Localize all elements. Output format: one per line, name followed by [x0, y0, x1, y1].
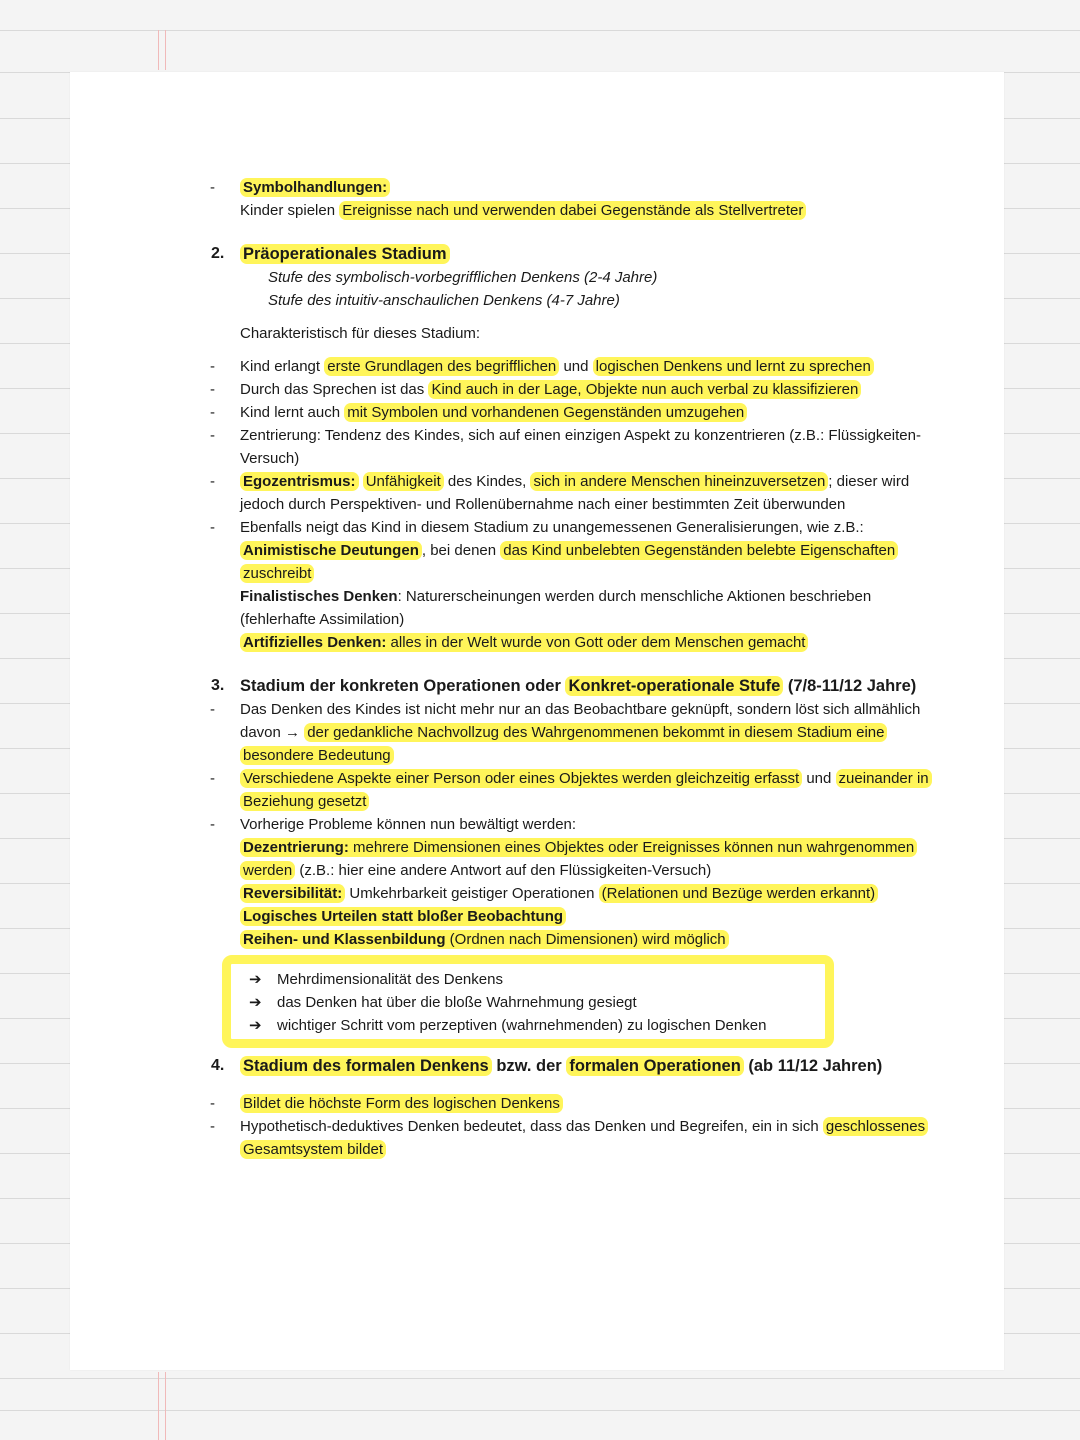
section-title-highlight: Konkret-operationale Stufe — [565, 676, 783, 696]
text: (z.B.: hier eine andere Antwort auf den Flüssigkeiten-Versuch) — [295, 862, 712, 879]
highlight: (Relationen und Bezüge werden erkannt) — [599, 884, 879, 903]
highlight: das Kind unbelebten Gegenständen belebte Eigenschaften zuschreibt — [240, 541, 898, 583]
section-title: Präoperationales Stadium — [240, 244, 450, 264]
term-artifizielles-denken: Artifizielles Denken: — [243, 634, 387, 651]
list-item — [140, 378, 940, 401]
text: Kinder spielen — [240, 202, 340, 219]
list-item — [140, 516, 940, 654]
bullet-dash: - — [210, 519, 215, 536]
list-item — [140, 355, 940, 378]
section-number: 2. — [211, 245, 225, 262]
highlight: Verschiedene Aspekte einer Person oder eines Objektes werden gleichzeitig erfasst — [240, 769, 802, 788]
summary-box — [222, 955, 834, 1048]
bullet-dash: - — [210, 179, 215, 196]
stage-line: Stufe des symbolisch-vorbegrifflichen Denkens (2-4 Jahre) — [268, 269, 658, 286]
section-title-age: (7/8-11/12 Jahre) — [783, 677, 917, 695]
bullet-dash: - — [210, 770, 215, 787]
list-item — [140, 767, 940, 813]
text: und — [802, 770, 836, 787]
text: Hypothetisch-deduktives Denken bedeutet, dass das Denken und Begreifen, ein in sich — [240, 1118, 823, 1135]
bullet-symbolhandlungen — [140, 176, 940, 222]
list-item — [140, 813, 940, 951]
highlight: logischen Denkens und lernt zu sprechen — [593, 357, 874, 376]
term-finalistisches-denken: Finalistisches Denken — [240, 588, 398, 605]
section-number: 4. — [211, 1057, 225, 1074]
highlight: alles in der Welt wurde von Gott oder dem Menschen gemacht — [386, 634, 806, 651]
highlight: zueinander in Beziehung gesetzt — [240, 769, 932, 811]
bullet-dash: - — [210, 381, 215, 398]
highlight: Bildet die höchste Form des logischen Denkens — [240, 1094, 563, 1113]
text: das Denken hat über die bloße Wahrnehmung gesiegt — [277, 994, 637, 1011]
text: , bei denen — [421, 542, 501, 559]
list-item — [140, 698, 940, 767]
text: Umkehrbarkeit geistiger Operationen — [345, 885, 599, 902]
term-dezentrierung: Dezentrierung: — [243, 839, 349, 856]
intro-text: Charakteristisch für dieses Stadium: — [240, 325, 481, 342]
text: Vorherige Probleme können nun bewältigt werden: — [240, 816, 577, 833]
bullet-dash: - — [210, 427, 215, 444]
term-animistische-deutungen: Animistische Deutungen — [240, 541, 422, 560]
arrow-right-icon: ➔ — [249, 1017, 262, 1034]
bullet-dash: - — [210, 1118, 215, 1135]
highlight: der gedankliche Nachvollzug des Wahrgenommenen bekommt in diesem Stadium eine besondere Bedeutung — [240, 723, 887, 765]
highlight: Kind auch in der Lage, Objekte nun auch verbal zu klassifizieren — [428, 380, 861, 399]
stage-line: Stufe des intuitiv-anschaulichen Denkens (4-7 Jahre) — [268, 292, 620, 309]
bullet-dash: - — [210, 816, 215, 833]
bullet-dash: - — [210, 1095, 215, 1112]
section-heading-2 — [140, 242, 940, 266]
summary-item — [239, 991, 825, 1014]
term-reversibilitaet: Reversibilität: — [240, 884, 345, 903]
list-item — [140, 424, 940, 470]
bullet-dash: - — [210, 701, 215, 718]
list-item — [140, 401, 940, 424]
text: Kind lernt auch — [240, 404, 345, 421]
bullet-dash: - — [210, 404, 215, 421]
text: und — [559, 358, 593, 375]
section-title: bzw. der — [491, 1057, 567, 1075]
text: Kind erlangt — [240, 358, 325, 375]
list-item — [140, 1115, 940, 1161]
bullet-dash: - — [210, 358, 215, 375]
bullet-dash: - — [210, 473, 215, 490]
text: Mehrdimensionalität des Denkens — [277, 971, 503, 988]
highlight: Unfähigkeit — [363, 472, 444, 491]
term-symbolhandlungen: Symbolhandlungen: — [240, 178, 390, 197]
arrow-right-icon: ➔ — [249, 971, 262, 988]
arrow-right-icon: → — [285, 724, 305, 741]
arrow-right-icon: ➔ — [249, 994, 262, 1011]
text: Durch das Sprechen ist das — [240, 381, 429, 398]
section-title: Stadium der konkreten Operationen oder — [240, 677, 566, 695]
highlight: geschlossenes Gesamtsystem bildet — [240, 1117, 928, 1159]
text: ; dieser wird jedoch durch Perspektiven- und Rollenübernahme nach einer bestimmten Zeit überwunden — [240, 473, 910, 513]
section-number: 3. — [211, 677, 225, 694]
term-logisches-urteilen: Logisches Urteilen statt bloßer Beobachtung — [240, 907, 566, 926]
section-heading-3 — [140, 674, 940, 698]
term-reihen-klassenbildung: Reihen- und Klassenbildung — [243, 931, 446, 948]
summary-item — [239, 1014, 825, 1037]
highlight: mit Symbolen und vorhandenen Gegenständen umzugehen — [344, 403, 747, 422]
text: Das Denken des Kindes ist nicht mehr nur an das Beobachtbare geknüpft, sondern löst sich allmählich davon — [240, 701, 921, 741]
highlight: erste Grundlagen des begrifflichen — [324, 357, 559, 376]
text: Ebenfalls neigt das Kind in diesem Stadium zu unangemessenen Generalisierungen, wie z.B.: — [240, 519, 864, 536]
highlight: Ereignisse nach und verwenden dabei Gegenstände als Stellvertreter — [339, 201, 806, 220]
text: : Naturerscheinungen werden durch menschliche Aktionen beschrieben (fehlerhafte Assimilation) — [240, 588, 872, 628]
document-content — [140, 176, 940, 1161]
term-egozentrismus: Egozentrismus: — [240, 472, 359, 491]
section-title-highlight: Stadium des formalen Denkens — [240, 1056, 492, 1076]
highlight: mehrere Dimensionen eines Objektes oder Ereignisses können nun wahrgenommen werden — [243, 839, 915, 879]
section-title-age: (ab 11/12 Jahren) — [743, 1057, 883, 1075]
section-title-highlight: formalen Operationen — [566, 1056, 743, 1076]
text: des Kindes, — [443, 473, 531, 490]
summary-item — [239, 968, 825, 991]
highlight: sich in andere Menschen hineinzuversetzen — [530, 472, 828, 491]
list-item — [140, 1092, 940, 1115]
list-item — [140, 470, 940, 516]
section-heading-4 — [140, 1054, 940, 1078]
text: wichtiger Schritt vom perzeptiven (wahrnehmenden) zu logischen Denken — [277, 1017, 767, 1034]
text: Zentrierung: Tendenz des Kindes, sich auf einen einzigen Aspekt zu konzentrieren (z.B.: Flüssigkeiten-Versuch) — [240, 427, 921, 467]
highlight: (Ordnen nach Dimensionen) wird möglich — [445, 931, 726, 948]
